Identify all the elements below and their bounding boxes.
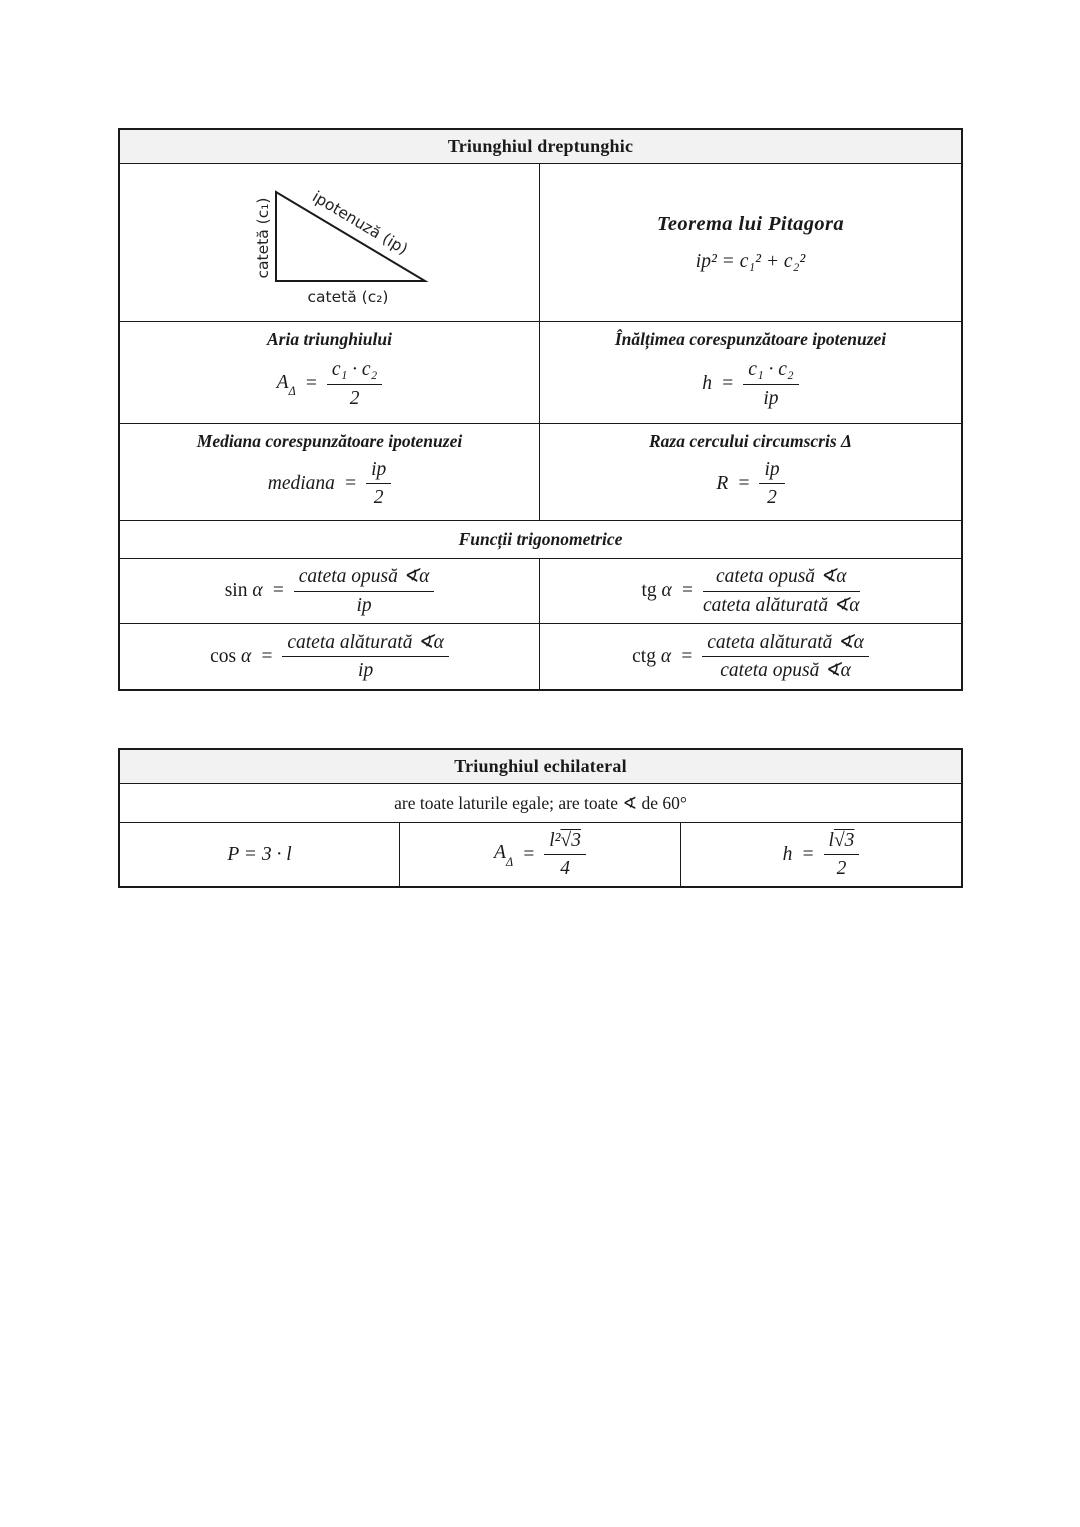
radicand-coefficient: l² (549, 829, 561, 851)
cos-argument: α (240, 645, 252, 667)
fraction-numerator (544, 830, 586, 854)
circumradius-formula-wrap (540, 452, 961, 520)
equals-sign: = (721, 373, 735, 394)
height-lhs: h (702, 373, 713, 394)
fraction (366, 459, 391, 509)
fraction-denominator: ip (356, 594, 372, 616)
figure-pythagoras-row (120, 163, 961, 321)
cathetus1-label: catetă (c₁) (254, 197, 272, 279)
cathetus2-label: catetă (c₂) (307, 288, 389, 306)
fraction-numerator: cateta alăturată ∢α (707, 631, 864, 653)
fraction (703, 566, 860, 616)
ctg-cell (540, 624, 961, 689)
fraction-numerator: ip (371, 458, 387, 480)
table1-header-row (120, 130, 961, 163)
sin-function-name: sin (224, 580, 248, 601)
area-formula-wrap (120, 350, 539, 423)
median-circumradius-row (120, 423, 961, 520)
fraction-denominator: ip (358, 660, 374, 681)
perimeter-formula: P = 3 · l (227, 843, 292, 865)
tg-cell (540, 559, 961, 623)
median-lhs: mediana (267, 472, 335, 494)
tg-lhs (641, 580, 671, 602)
equals-sign: = (260, 645, 274, 667)
area-lhs-sub: Δ (288, 384, 296, 399)
fraction-denominator: cateta opusă ∢α (720, 660, 851, 681)
equilateral-height-cell (681, 823, 961, 886)
fraction-numerator: ip (764, 458, 780, 480)
pythagoras-cell (540, 164, 961, 321)
hypotenuse-height-cell (540, 322, 961, 423)
fraction (544, 830, 586, 880)
equilateral-description: are toate laturile egale; are toate ∢ de 60° (394, 792, 687, 813)
radicand-coefficient: l (828, 829, 834, 851)
fraction-denominator: 2 (767, 487, 777, 508)
square-root: √3 (833, 829, 855, 851)
tg-argument: α (661, 580, 672, 601)
equals-sign: = (737, 472, 751, 494)
pythagoras-heading: Teorema lui Pitagora (656, 212, 845, 235)
equilateral-height-formula (783, 830, 860, 880)
sin-argument: α (252, 580, 263, 601)
tg-function-name: tg (641, 580, 657, 601)
perimeter-cell (120, 823, 400, 886)
fraction (282, 632, 449, 682)
cos-ctg-row (120, 623, 961, 689)
equilateral-area-lhs-base: A (494, 842, 506, 864)
table1-title: Triunghiul dreptunghic (447, 136, 634, 156)
ctg-formula (632, 632, 869, 682)
median-formula (268, 459, 392, 509)
triangle-shape (276, 192, 425, 281)
trig-heading-row (120, 520, 961, 558)
area-lhs-base: A (276, 371, 289, 393)
fraction-numerator: c₁ · c₂ (748, 359, 794, 381)
area-height-row (120, 321, 961, 423)
fraction-numerator: cateta alăturată ∢α (287, 631, 444, 653)
height-formula-wrap (540, 350, 961, 423)
fraction (824, 830, 860, 880)
equilateral-formulas-row (120, 822, 961, 886)
equilateral-area-lhs (494, 842, 513, 867)
median-formula-wrap (120, 452, 539, 520)
equilateral-area-cell (400, 823, 681, 886)
right-triangle-table (118, 128, 963, 691)
equilateral-height-lhs: h (782, 843, 793, 865)
fraction (759, 459, 784, 509)
ctg-argument: α (660, 645, 672, 667)
equals-sign: = (522, 843, 536, 865)
triangle-area-cell (120, 322, 540, 423)
equilateral-area-lhs-sub: Δ (505, 854, 514, 869)
ctg-function-name: ctg (632, 645, 656, 667)
circumradius-heading: Raza cercului circumscris Δ (649, 431, 852, 451)
fraction (294, 566, 435, 616)
circumradius-formula (716, 459, 784, 509)
equals-sign: = (680, 645, 694, 667)
pythagoras-formula: ip² = c₁² + c₂² (695, 250, 806, 272)
fraction (702, 632, 869, 682)
equilateral-description-row (120, 783, 961, 822)
area-formula (277, 359, 383, 409)
fraction-numerator: cateta opusă ∢α (715, 566, 847, 588)
fraction-numerator (824, 830, 860, 854)
hypotenuse-label: ipotenuză (ip) (309, 187, 411, 259)
equals-sign: = (680, 580, 694, 601)
cos-formula (210, 632, 449, 682)
area-heading: Aria triunghiului (266, 329, 392, 349)
sin-tg-row (120, 558, 961, 623)
equilateral-triangle-table (118, 748, 963, 888)
ctg-lhs (632, 646, 671, 668)
fraction-denominator: ip (763, 387, 779, 409)
height-formula (702, 359, 798, 409)
fraction-denominator: 2 (836, 858, 847, 879)
equals-sign: = (271, 580, 285, 601)
fraction-numerator: c₁ · c₂ (331, 359, 378, 381)
equals-sign: = (304, 373, 318, 394)
tg-formula (641, 566, 859, 616)
cos-function-name: cos (210, 645, 237, 667)
sin-lhs (225, 580, 263, 602)
circumradius-lhs: R (716, 472, 729, 494)
fraction-denominator: cateta alăturată ∢α (702, 594, 860, 616)
fraction-denominator: 2 (349, 387, 360, 409)
triangle-figure-cell (120, 164, 540, 321)
area-lhs (277, 372, 296, 397)
fraction (743, 359, 799, 409)
circumradius-cell (540, 424, 961, 520)
height-heading: Înălțimea corespunzătoare ipotenuzei (614, 329, 887, 349)
median-cell (120, 424, 540, 520)
fraction-numerator: cateta opusă ∢α (298, 566, 430, 588)
median-heading: Mediana corespunzătoare ipotenuzei (196, 431, 463, 451)
fraction (327, 359, 383, 409)
trig-heading: Funcții trigonometrice (458, 529, 623, 549)
fraction-denominator: 2 (373, 487, 384, 508)
sin-formula (225, 566, 435, 616)
equals-sign: = (801, 843, 815, 865)
table2-title: Triunghiul echilateral (454, 756, 627, 776)
cos-lhs (210, 646, 251, 668)
square-root: √3 (560, 829, 581, 851)
equilateral-area-formula (494, 830, 586, 880)
cos-cell (120, 624, 540, 689)
sin-cell (120, 559, 540, 623)
equals-sign: = (343, 472, 358, 494)
fraction-denominator: 4 (560, 858, 570, 879)
table2-header-row (120, 750, 961, 783)
